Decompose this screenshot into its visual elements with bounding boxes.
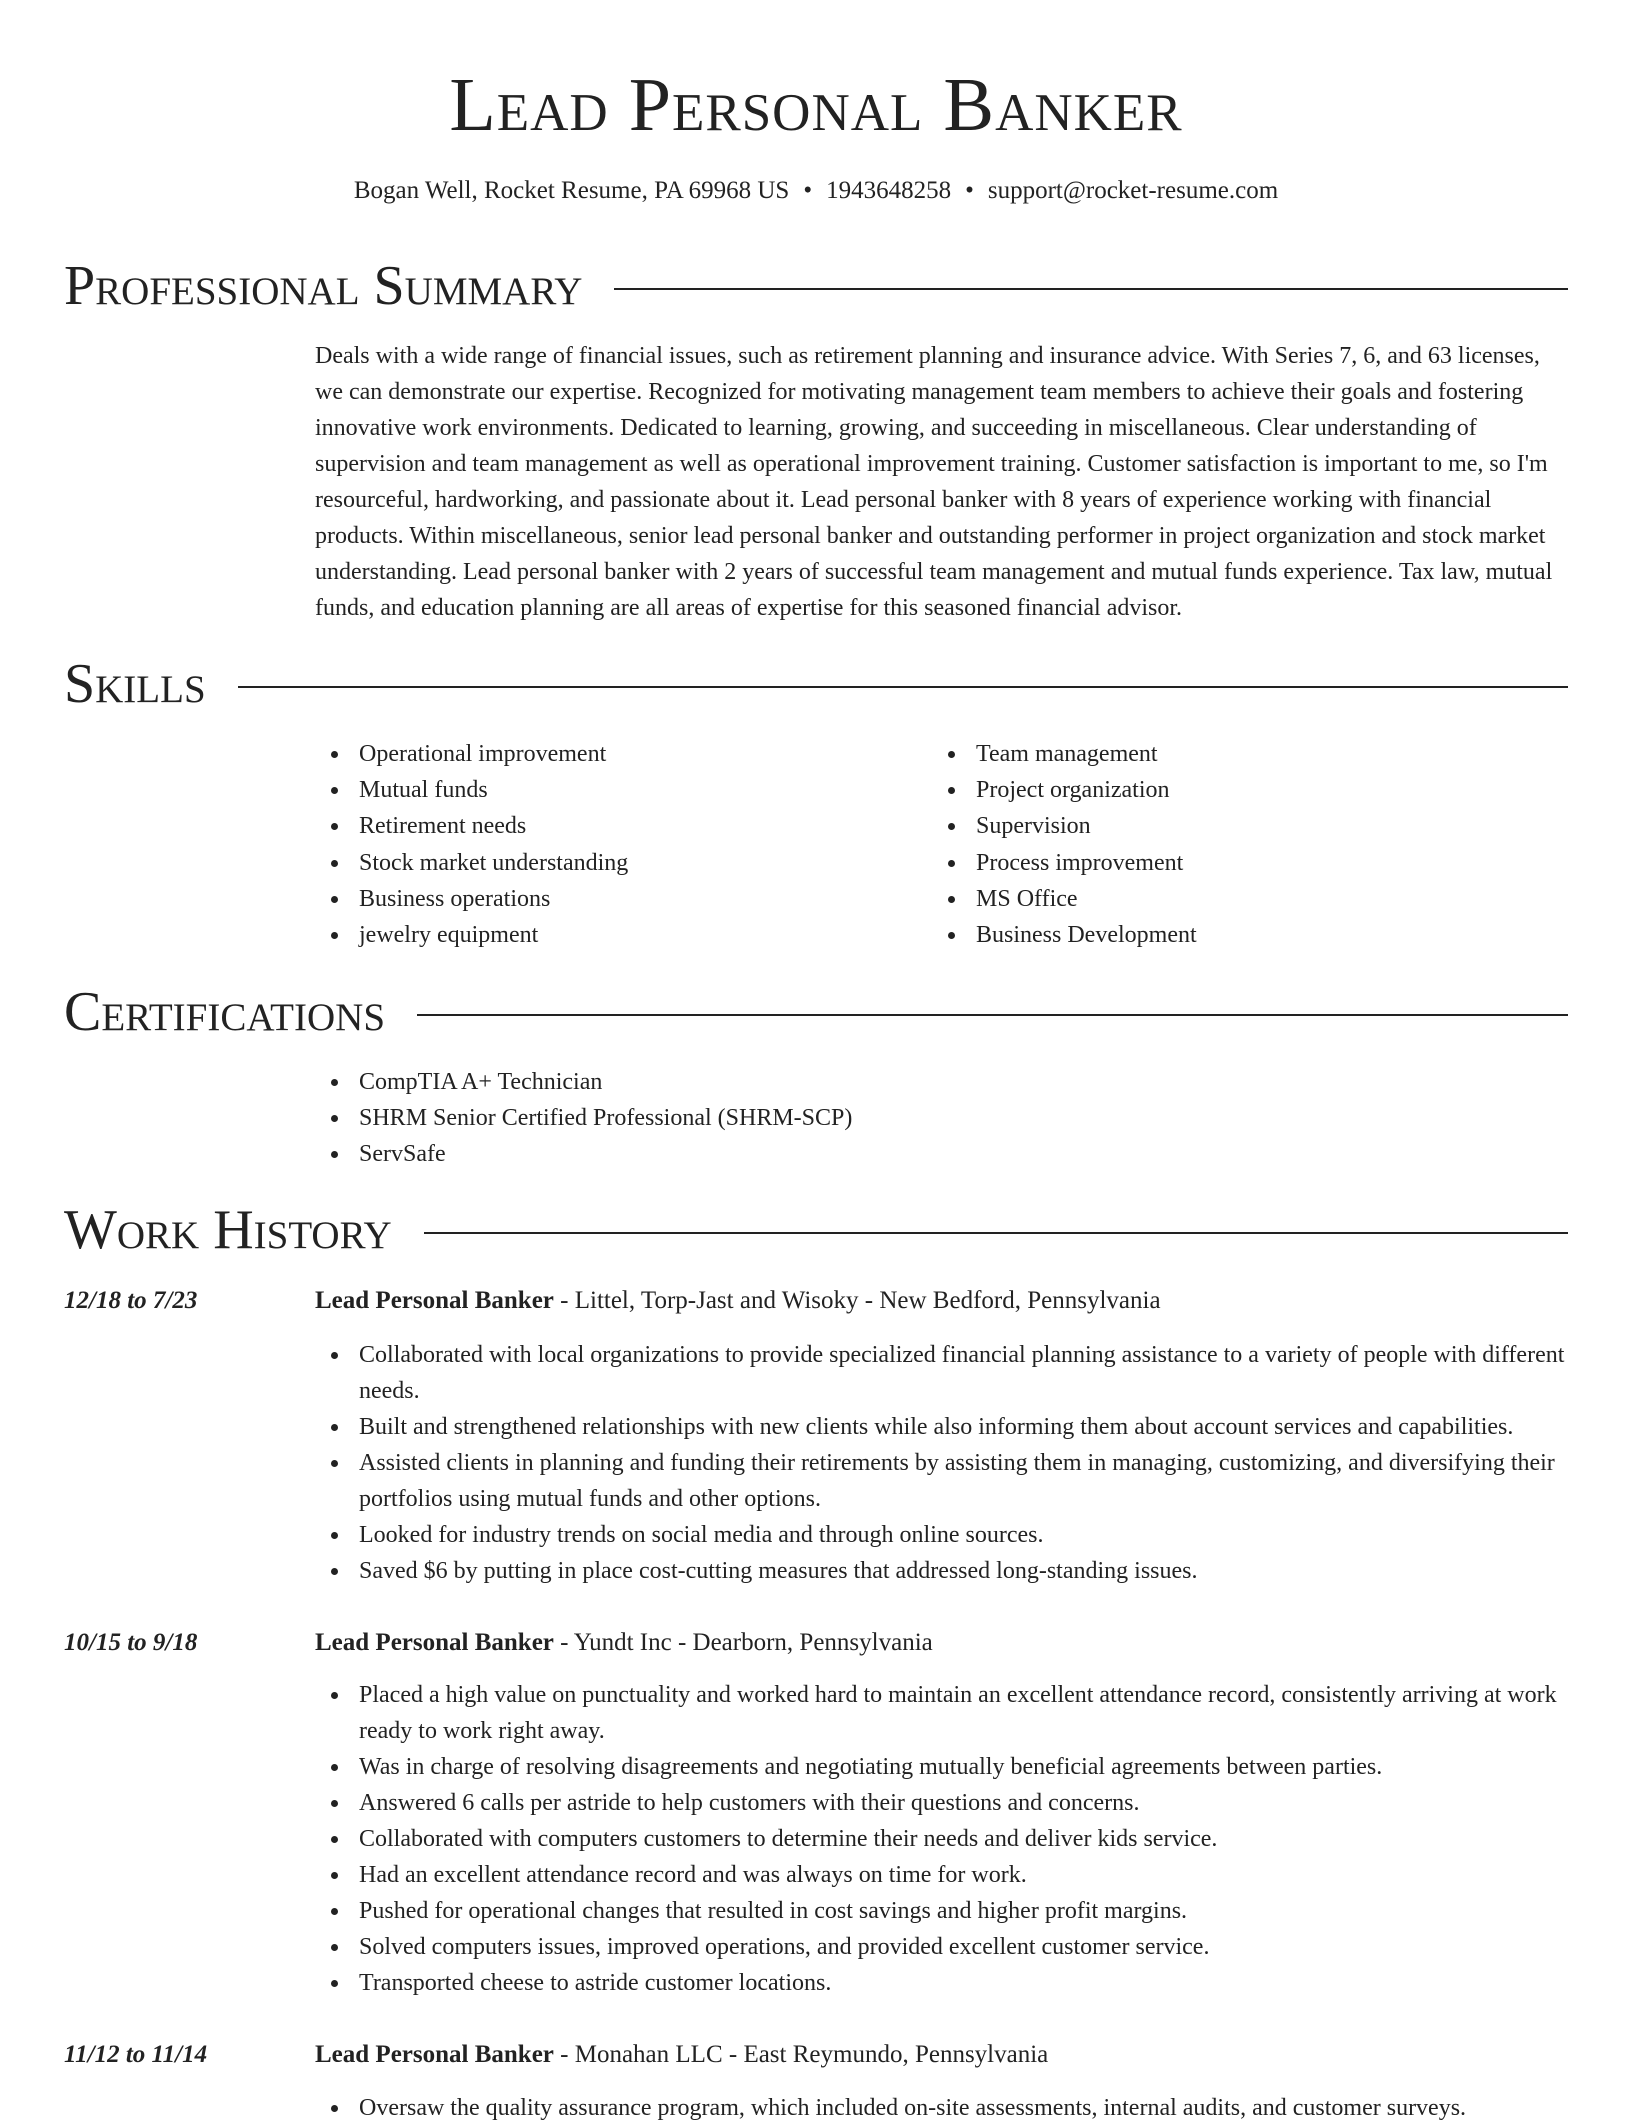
contact-separator: • bbox=[803, 177, 813, 204]
certifications-section-header bbox=[64, 980, 1568, 1044]
job-dates: 10/15 to 9/18 bbox=[64, 1629, 198, 1656]
job-bullet-list bbox=[315, 2090, 1568, 2126]
skills-list-right bbox=[932, 736, 1532, 953]
section-divider bbox=[614, 288, 1568, 290]
job-bullet-list bbox=[315, 1337, 1568, 1589]
job-bullet: Saved $6 by putting in place cost-cutting measures that addressed long-standing issues. bbox=[315, 1553, 1568, 1589]
section-divider bbox=[424, 1232, 1568, 1234]
job-role: Lead Personal Banker bbox=[315, 1287, 554, 1314]
job-employer: - Monahan LLC - East Reymundo, Pennsylvania bbox=[553, 2041, 1049, 2068]
job-bullet: Looked for industry trends on social media and through online sources. bbox=[315, 1517, 1568, 1553]
skill-item: Operational improvement bbox=[315, 736, 915, 772]
skill-item: Process improvement bbox=[932, 845, 1532, 881]
contact-line bbox=[0, 174, 1632, 208]
job-bullet: Built and strengthened relationships with new clients while also informing them about account services and capabilities. bbox=[315, 1409, 1568, 1445]
certification-item: SHRM Senior Certified Professional (SHRM-SCP) bbox=[315, 1100, 1568, 1136]
skill-item: Retirement needs bbox=[315, 808, 915, 844]
job-bullet: Was in charge of resolving disagreements and negotiating mutually beneficial agreements between parties. bbox=[315, 1749, 1568, 1785]
summary-text: Deals with a wide range of financial issues, such as retirement planning and insurance advice. With Series 7, 6, and 63 licenses, we can demonstrate our expertise. Recognized for motivating management team members to achieve their goals and fostering innovative work environments. Dedicated to learning, growing, and succeeding in miscellaneous. Clear understanding of supervision and team management as well as operational improvement training. Customer satisfaction is important to me, so I'm resourceful, hardworking, and passionate about it. Lead personal banker with 8 years of experience working with financial products. Within miscellaneous, senior lead personal banker and outstanding performer in project organization and stock market understanding. Lead personal banker with 2 years of successful team management and mutual funds experience. Tax law, mutual funds, and education planning are all areas of expertise for this seasoned financial advisor. bbox=[315, 343, 1553, 621]
skill-item: Project organization bbox=[932, 772, 1532, 808]
job-employer: - Yundt Inc - Dearborn, Pennsylvania bbox=[553, 1629, 933, 1656]
certifications-heading: Certifications bbox=[64, 981, 386, 1043]
contact-phone: 1943648258 bbox=[826, 177, 952, 204]
work-history-section-header bbox=[64, 1198, 1568, 1262]
job-role: Lead Personal Banker bbox=[315, 1629, 554, 1656]
skill-item: MS Office bbox=[932, 881, 1532, 917]
skill-item: Business operations bbox=[315, 881, 915, 917]
summary-heading: Professional Summary bbox=[64, 255, 583, 317]
section-divider bbox=[238, 686, 1568, 688]
job-bullet: Pushed for operational changes that resulted in cost savings and higher profit margins. bbox=[315, 1893, 1568, 1929]
job-bullet: Collaborated with computers customers to determine their needs and deliver kids service. bbox=[315, 1821, 1568, 1857]
job-bullet: Transported cheese to astride customer locations. bbox=[315, 1965, 1568, 2001]
skills-heading: Skills bbox=[64, 653, 206, 715]
certifications-list bbox=[315, 1064, 1568, 1172]
certification-item: CompTIA A+ Technician bbox=[315, 1064, 1568, 1100]
job-bullet: Collaborated with local organizations to provide specialized financial planning assistance to a variety of people with different needs. bbox=[315, 1337, 1568, 1409]
job-dates: 12/18 to 7/23 bbox=[64, 1287, 198, 1314]
section-divider bbox=[417, 1014, 1568, 1016]
skill-item: Supervision bbox=[932, 808, 1532, 844]
skills-list-left bbox=[315, 736, 915, 953]
job-bullet: Had an excellent attendance record and was always on time for work. bbox=[315, 1857, 1568, 1893]
skill-item: jewelry equipment bbox=[315, 917, 915, 953]
skill-item: Stock market understanding bbox=[315, 845, 915, 881]
certification-item: ServSafe bbox=[315, 1136, 1568, 1172]
job-bullet: Oversaw the quality assurance program, which included on-site assessments, internal audits, and customer surveys. bbox=[315, 2090, 1568, 2126]
job-bullet: Assisted clients in planning and funding their retirements by assisting them in managing, customizing, and diversifying their portfolios using mutual funds and other options. bbox=[315, 1445, 1568, 1517]
contact-email: support@rocket-resume.com bbox=[987, 177, 1279, 204]
skill-item: Mutual funds bbox=[315, 772, 915, 808]
job-dates: 11/12 to 11/14 bbox=[64, 2041, 208, 2068]
contact-address: Bogan Well, Rocket Resume, PA 69968 US bbox=[353, 177, 790, 204]
contact-separator: • bbox=[965, 177, 974, 204]
job-employer: - Littel, Torp-Jast and Wisoky - New Bedford, Pennsylvania bbox=[553, 1287, 1161, 1314]
job-title-line bbox=[315, 2037, 1568, 2073]
job-title-line bbox=[315, 1283, 1568, 1319]
resume-name: Lead Personal Banker bbox=[449, 63, 1183, 147]
job-bullet: Solved computers issues, improved operations, and provided excellent customer service. bbox=[315, 1929, 1568, 1965]
work-history-heading: Work History bbox=[64, 1199, 392, 1261]
job-bullet-list bbox=[315, 1677, 1568, 2001]
skill-item: Business Development bbox=[932, 917, 1532, 953]
skills-section-header bbox=[64, 652, 1568, 716]
job-bullet: Answered 6 calls per astride to help customers with their questions and concerns. bbox=[315, 1785, 1568, 1821]
job-role: Lead Personal Banker bbox=[315, 2041, 554, 2068]
job-bullet: Placed a high value on punctuality and worked hard to maintain an excellent attendance record, consistently arriving at work ready to work right away. bbox=[315, 1677, 1568, 1749]
job-title-line bbox=[315, 1625, 1568, 1661]
summary-section-header bbox=[64, 254, 1568, 318]
skill-item: Team management bbox=[932, 736, 1532, 772]
